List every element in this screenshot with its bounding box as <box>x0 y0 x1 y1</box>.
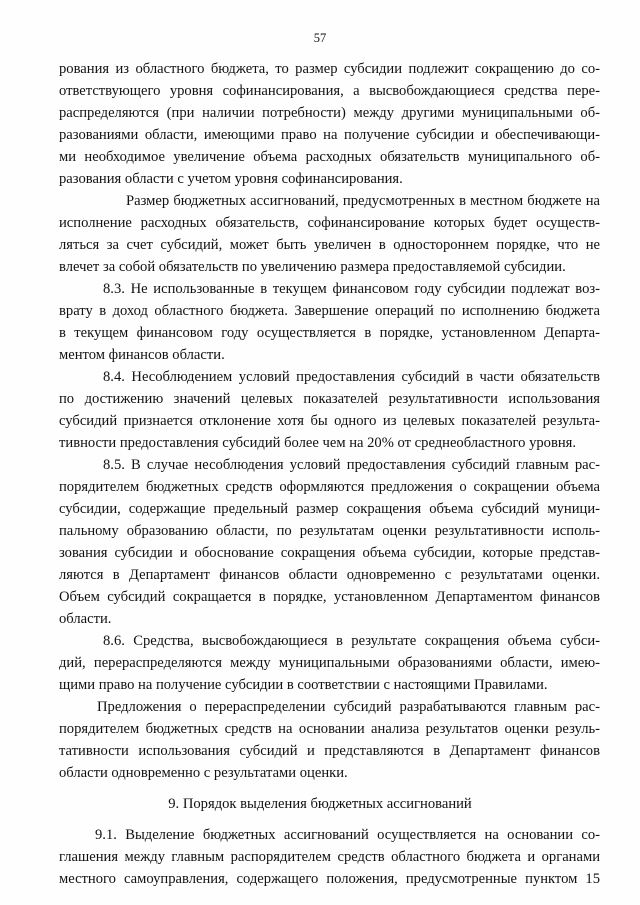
text-line: 8.5. В случае несоблюдения условий предоставления субсидий главным рас- <box>103 457 600 473</box>
text-line: исполнение расходных обязательств, софинансирование которых будет осуществ- <box>59 215 600 231</box>
text-line: ментом финансов области. <box>59 347 225 363</box>
text-line: ответствующего уровня софинансирования, а высвобождающиеся средства пере- <box>59 83 600 99</box>
text-line: Объем субсидий сокращается в порядке, установленном Департаментом финансов <box>59 589 600 605</box>
text-line: разования области с учетом уровня софинансирования. <box>59 171 403 187</box>
text-line: в текущем финансовом году осуществляется в порядке, установленном Департа- <box>59 325 600 341</box>
text-line: разованиями области, имеющими право на получение субсидии и обеспечивающи- <box>59 127 600 143</box>
text-line: 8.3. Не использованные в текущем финансовом году субсидии подлежат воз- <box>103 281 600 297</box>
text-line: по достижению значений целевых показателей результативности использования <box>59 391 600 407</box>
text-line: зования субсидии и обоснование сокращения объема субсидии, которые представ- <box>59 545 600 561</box>
text-line: 8.4. Несоблюдением условий предоставления субсидий в части обязательств <box>103 369 600 385</box>
text-line: субсидии, содержащие предельный размер сокращения объема субсидий муници- <box>59 501 600 517</box>
text-line: врату в доход областного бюджета. Завершение операций по исполнению бюджета <box>59 303 600 319</box>
text-line: тативности использования субсидий и представляются в Департамент финансов <box>59 743 600 759</box>
text-line: области. <box>59 611 112 627</box>
text-line: субсидий признается отклонение хотя бы одного из целевых показателей результа- <box>59 413 600 429</box>
section-heading: 9. Порядок выделения бюджетных ассигнований <box>168 796 472 812</box>
text-line: Размер бюджетных ассигнований, предусмотренных в местном бюджете на <box>126 193 600 209</box>
text-line: ляться за счет субсидий, может быть увеличен в одностороннем порядке, что не <box>59 237 600 253</box>
text-line: ми необходимое увеличение объема расходных обязательств муниципального об- <box>59 149 600 165</box>
text-line: дий, перераспределяются между муниципальными образованиями области, имею- <box>59 655 600 671</box>
text-line: порядителем бюджетных средств на основании анализа результатов оценки резуль- <box>59 721 600 737</box>
text-line: глашения между главным распорядителем средств областного бюджета и органами <box>59 849 600 865</box>
text-line: 8.6. Средства, высвобождающиеся в результате сокращения объема субси- <box>103 633 600 649</box>
text-line: пальному образованию области, по результатам оценки результативности исполь- <box>59 523 600 539</box>
text-line: порядителем бюджетных средств оформляются предложения о сокращении объема <box>59 479 600 495</box>
text-line: ляются в Департамент финансов области одновременно с результатами оценки. <box>59 567 600 583</box>
text-line: тивности предоставления субсидий более чем на 20% от среднеобластного уровня. <box>59 435 577 451</box>
text-line: рования из областного бюджета, то размер субсидии подлежит сокращению до со- <box>59 61 600 77</box>
text-line: влечет за собой обязательств по увеличению размера предоставляемой субсидии. <box>59 259 566 275</box>
page-number: 57 <box>313 31 327 45</box>
text-line: распределяются (при наличии потребности) между другими муниципальными об- <box>59 105 600 121</box>
text-line: местного самоуправления, содержащего положения, предусмотренные пунктом 15 <box>59 871 600 887</box>
text-line: Предложения о перераспределении субсидий разрабатываются главным рас- <box>97 699 600 715</box>
text-line: 9.1. Выделение бюджетных ассигнований осуществляется на основании со- <box>95 827 600 843</box>
text-line: щими право на получение субсидии в соответствии с настоящими Правилами. <box>59 677 548 693</box>
text-line: области одновременно с результатами оценки. <box>59 765 348 781</box>
